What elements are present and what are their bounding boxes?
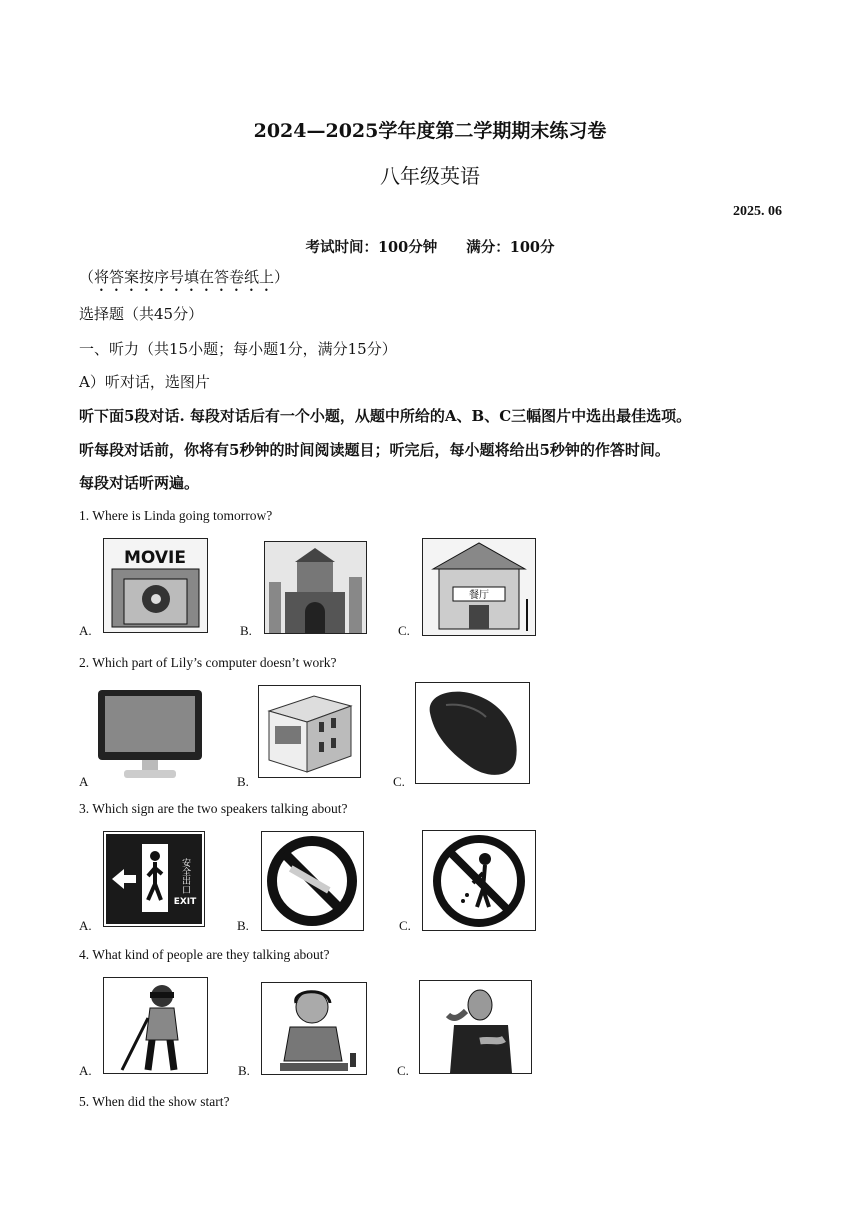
movie-sign-text: MOVIE: [123, 548, 187, 568]
exam-date: 2025. 06: [733, 204, 782, 219]
question-1: 1. Where is Linda going tomorrow?: [79, 508, 273, 523]
q2-option-b-label: B.: [237, 774, 249, 789]
restaurant-sign-text: 餐厅: [469, 590, 489, 601]
city-gate-icon[interactable]: [264, 541, 367, 634]
exit-sign-chinese: 安全出口: [180, 858, 190, 894]
exam-info: 考试时间：100分钟 满分：100分: [305, 239, 555, 256]
question-3: 3. Which sign are the two speakers talking about?: [79, 801, 348, 816]
mouse-icon[interactable]: [415, 682, 530, 784]
note-close: ）: [274, 268, 290, 286]
q3-option-b-label: B.: [237, 918, 249, 933]
answer-note: [79, 266, 289, 295]
q2-option-c-label: C.: [393, 774, 405, 789]
instruction-line-3: 每段对话听两遍。: [79, 474, 200, 492]
question-5: 5. When did the show start?: [79, 1094, 230, 1109]
deaf-person-icon[interactable]: [419, 980, 532, 1074]
instruction-line-1: 听下面5段对话. 每段对话后有一个小题，从题中所给的A、B、C三幅图片中选出最佳选项。: [79, 407, 692, 425]
question-2: 2. Which part of Lily’s computer doesn’t work?: [79, 655, 337, 670]
no-smoking-sign-icon[interactable]: [261, 831, 364, 931]
no-littering-sign-icon[interactable]: [422, 830, 536, 931]
listening-title: 一、听力（共15小题；每小题1分，满分15分）: [79, 340, 397, 358]
sub-section-a: A）听对话，选图片: [79, 373, 210, 391]
q4-option-b-label: B.: [238, 1063, 250, 1078]
question-4: 4. What kind of people are they talking about?: [79, 947, 330, 962]
q1-option-a-label: A.: [79, 623, 92, 638]
exit-sign-english: EXIT: [173, 897, 197, 907]
note-open: （: [79, 268, 95, 286]
elderly-person-icon[interactable]: [261, 982, 367, 1075]
q1-option-b-label: B.: [240, 623, 252, 638]
q3-option-a-label: A.: [79, 918, 92, 933]
part-title: 选择题（共45分）: [79, 305, 204, 323]
page-subtitle: 八年级英语: [380, 164, 480, 188]
page-title: 2024—2025学年度第二学期期末练习卷: [253, 120, 607, 142]
instruction-line-2: 听每段对话前，你将有5秒钟的时间阅读题目；听完后，每小题将给出5秒钟的作答时间。: [79, 441, 670, 459]
movie-theater-icon[interactable]: [103, 538, 208, 633]
note-text: 将答案按序号填在答卷纸上: [94, 268, 275, 286]
q1-option-c-label: C.: [398, 623, 410, 638]
q3-option-c-label: C.: [399, 918, 411, 933]
q4-option-c-label: C.: [397, 1063, 409, 1078]
exit-sign-icon[interactable]: [103, 831, 205, 927]
q4-option-a-label: A.: [79, 1063, 92, 1078]
q2-option-a-label: A: [79, 774, 89, 789]
blind-person-icon[interactable]: [103, 977, 208, 1074]
building-icon[interactable]: [422, 538, 536, 636]
monitor-icon[interactable]: [96, 688, 204, 782]
computer-case-icon[interactable]: [258, 685, 361, 778]
